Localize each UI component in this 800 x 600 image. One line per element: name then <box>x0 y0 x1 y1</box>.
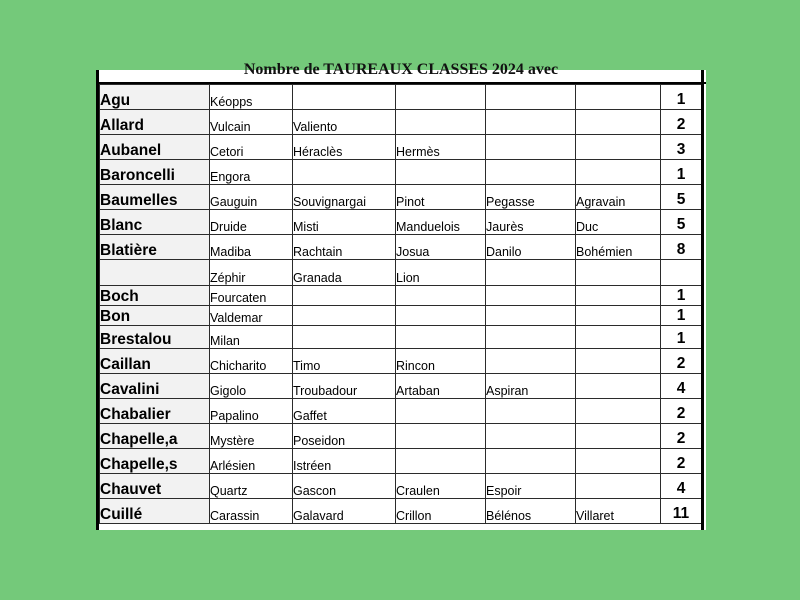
bull-name-cell[interactable]: Crillon <box>396 499 486 524</box>
table-row <box>100 260 702 286</box>
bull-name-cell[interactable]: Villaret <box>576 499 661 524</box>
bull-name-cell[interactable]: Espoir <box>486 474 576 499</box>
breeder-name-cell[interactable]: Boch <box>100 286 210 306</box>
breeder-name-cell[interactable]: Agu <box>100 85 210 110</box>
bull-name-cell[interactable] <box>396 286 486 306</box>
bull-name-cell[interactable] <box>576 110 661 135</box>
count-cell[interactable] <box>661 260 702 286</box>
bull-name-cell[interactable]: Danilo <box>486 235 576 260</box>
bull-name-cell[interactable]: Pegasse <box>486 185 576 210</box>
breeder-name-cell[interactable]: Chauvet <box>100 474 210 499</box>
bull-name-cell[interactable]: Gascon <box>293 474 396 499</box>
count-cell[interactable]: 1 <box>661 306 702 326</box>
bull-name-cell[interactable]: Quartz <box>210 474 293 499</box>
bull-name-cell[interactable]: Pinot <box>396 185 486 210</box>
table-row <box>100 349 702 374</box>
table-row <box>100 424 702 449</box>
count-cell[interactable]: 2 <box>661 399 702 424</box>
bull-name-cell[interactable] <box>486 160 576 185</box>
bull-name-cell[interactable] <box>576 286 661 306</box>
count-cell[interactable]: 4 <box>661 474 702 499</box>
bull-name-cell[interactable]: Rincon <box>396 349 486 374</box>
bull-name-cell[interactable]: Gauguin <box>210 185 293 210</box>
bull-name-cell[interactable] <box>576 160 661 185</box>
count-cell[interactable]: 2 <box>661 424 702 449</box>
count-cell[interactable]: 11 <box>661 499 702 524</box>
bull-name-cell[interactable] <box>486 349 576 374</box>
bull-name-cell[interactable]: Héraclès <box>293 135 396 160</box>
bull-name-cell[interactable]: Zéphir <box>210 260 293 286</box>
bull-name-cell[interactable]: Engora <box>210 160 293 185</box>
bull-name-cell[interactable]: Craulen <box>396 474 486 499</box>
bull-name-cell[interactable]: Granada <box>293 260 396 286</box>
breeder-name-cell[interactable]: Chapelle,s <box>100 449 210 474</box>
bull-name-cell[interactable]: Cetori <box>210 135 293 160</box>
bull-name-cell[interactable] <box>576 349 661 374</box>
bull-name-cell[interactable] <box>486 85 576 110</box>
bull-name-cell[interactable]: Gaffet <box>293 399 396 424</box>
bull-name-cell[interactable]: Mystère <box>210 424 293 449</box>
table-row <box>100 160 702 185</box>
sheet-right-edge <box>701 70 704 530</box>
title-strip <box>96 61 706 83</box>
bull-name-cell[interactable]: Istréen <box>293 449 396 474</box>
bull-name-cell[interactable] <box>396 85 486 110</box>
breeder-name-cell[interactable]: Baumelles <box>100 185 210 210</box>
bull-name-cell[interactable]: Jaurès <box>486 210 576 235</box>
bull-name-cell[interactable]: Kéopps <box>210 85 293 110</box>
table-row <box>100 85 702 110</box>
bull-name-cell[interactable]: Agravain <box>576 185 661 210</box>
count-cell[interactable]: 1 <box>661 326 702 349</box>
bull-name-cell[interactable]: Troubadour <box>293 374 396 399</box>
bull-name-cell[interactable] <box>486 399 576 424</box>
breeder-name-cell[interactable]: Aubanel <box>100 135 210 160</box>
bull-name-cell[interactable]: Hermès <box>396 135 486 160</box>
bull-name-cell[interactable] <box>576 374 661 399</box>
bull-name-cell[interactable]: Valiento <box>293 110 396 135</box>
bull-name-cell[interactable]: Arlésien <box>210 449 293 474</box>
bull-name-cell[interactable]: Aspiran <box>486 374 576 399</box>
bull-name-cell[interactable] <box>576 260 661 286</box>
table-row <box>100 135 702 160</box>
bull-name-cell[interactable] <box>293 326 396 349</box>
bull-name-cell[interactable]: Manduelois <box>396 210 486 235</box>
table-row <box>100 110 702 135</box>
table-row <box>100 499 702 524</box>
breeder-name-cell[interactable]: Brestalou <box>100 326 210 349</box>
bull-name-cell[interactable]: Papalino <box>210 399 293 424</box>
bull-name-cell[interactable]: Misti <box>293 210 396 235</box>
bull-name-cell[interactable]: Duc <box>576 210 661 235</box>
bull-name-cell[interactable] <box>576 135 661 160</box>
breeder-name-cell[interactable]: Chapelle,a <box>100 424 210 449</box>
breeder-name-cell[interactable]: Blatière <box>100 235 210 260</box>
bull-name-cell[interactable]: Josua <box>396 235 486 260</box>
bull-name-cell[interactable]: Lion <box>396 260 486 286</box>
bull-name-cell[interactable]: Vulcain <box>210 110 293 135</box>
table-row <box>100 449 702 474</box>
bull-name-cell[interactable]: Fourcaten <box>210 286 293 306</box>
breeder-name-cell[interactable]: Chabalier <box>100 399 210 424</box>
spreadsheet <box>96 61 706 530</box>
bull-name-cell[interactable] <box>486 424 576 449</box>
bull-name-cell[interactable] <box>576 85 661 110</box>
breeder-name-cell[interactable]: Baroncelli <box>100 160 210 185</box>
table-row <box>100 306 702 326</box>
bull-name-cell[interactable] <box>576 474 661 499</box>
breeder-name-cell[interactable]: Allard <box>100 110 210 135</box>
bull-name-cell[interactable] <box>396 424 486 449</box>
bull-name-cell[interactable]: Rachtain <box>293 235 396 260</box>
table-row <box>100 185 702 210</box>
bull-name-cell[interactable]: Timo <box>293 349 396 374</box>
bull-name-cell[interactable] <box>576 424 661 449</box>
bull-name-cell[interactable] <box>576 326 661 349</box>
count-cell[interactable]: 3 <box>661 135 702 160</box>
bull-name-cell[interactable] <box>396 326 486 349</box>
table-row <box>100 286 702 306</box>
breeder-name-cell[interactable]: Blanc <box>100 210 210 235</box>
count-cell[interactable]: 5 <box>661 210 702 235</box>
bull-name-cell[interactable] <box>396 160 486 185</box>
bull-name-cell[interactable]: Bohémien <box>576 235 661 260</box>
count-cell[interactable]: 8 <box>661 235 702 260</box>
bull-name-cell[interactable] <box>486 135 576 160</box>
breeder-name-cell[interactable]: Cuillé <box>100 499 210 524</box>
bull-name-cell[interactable] <box>396 110 486 135</box>
bull-name-cell[interactable] <box>576 399 661 424</box>
bull-name-cell[interactable]: Souvignargai <box>293 185 396 210</box>
sheet-left-edge <box>96 70 99 530</box>
bull-name-cell[interactable] <box>396 449 486 474</box>
count-cell[interactable]: 4 <box>661 374 702 399</box>
bull-name-cell[interactable] <box>576 449 661 474</box>
bull-name-cell[interactable]: Madiba <box>210 235 293 260</box>
bull-name-cell[interactable] <box>293 286 396 306</box>
sheet-title: Nombre de TAUREAUX CLASSES 2024 avec <box>243 61 559 78</box>
count-cell[interactable]: 1 <box>661 160 702 185</box>
table-row <box>100 374 702 399</box>
breeder-name-cell[interactable] <box>100 260 210 286</box>
bull-name-cell[interactable] <box>486 306 576 326</box>
breeder-name-cell[interactable]: Caillan <box>100 349 210 374</box>
count-cell[interactable]: 2 <box>661 110 702 135</box>
bull-name-cell[interactable] <box>486 326 576 349</box>
bull-name-cell[interactable]: Bélénos <box>486 499 576 524</box>
bull-name-cell[interactable] <box>486 449 576 474</box>
bull-name-cell[interactable] <box>293 160 396 185</box>
table-row <box>100 235 702 260</box>
bull-name-cell[interactable] <box>396 306 486 326</box>
bull-name-cell[interactable] <box>293 85 396 110</box>
bull-name-cell[interactable]: Milan <box>210 326 293 349</box>
breeder-name-cell[interactable]: Cavalini <box>100 374 210 399</box>
bull-name-cell[interactable] <box>486 260 576 286</box>
count-cell[interactable]: 1 <box>661 286 702 306</box>
bull-name-cell[interactable]: Poseidon <box>293 424 396 449</box>
bull-name-cell[interactable] <box>576 306 661 326</box>
bull-name-cell[interactable] <box>486 286 576 306</box>
bull-name-cell[interactable]: Chicharito <box>210 349 293 374</box>
breeder-name-cell[interactable]: Bon <box>100 306 210 326</box>
count-cell[interactable]: 2 <box>661 449 702 474</box>
bull-name-cell[interactable]: Gigolo <box>210 374 293 399</box>
count-cell[interactable]: 2 <box>661 349 702 374</box>
breeders-table <box>99 84 702 524</box>
count-cell[interactable]: 1 <box>661 85 702 110</box>
bull-name-cell[interactable] <box>396 399 486 424</box>
table-row <box>100 399 702 424</box>
bull-name-cell[interactable]: Artaban <box>396 374 486 399</box>
bull-name-cell[interactable] <box>293 306 396 326</box>
bull-name-cell[interactable]: Carassin <box>210 499 293 524</box>
bull-name-cell[interactable] <box>486 110 576 135</box>
table-row <box>100 210 702 235</box>
table-row <box>100 326 702 349</box>
table-row <box>100 474 702 499</box>
count-cell[interactable]: 5 <box>661 185 702 210</box>
bull-name-cell[interactable]: Valdemar <box>210 306 293 326</box>
bull-name-cell[interactable]: Druide <box>210 210 293 235</box>
bull-name-cell[interactable]: Galavard <box>293 499 396 524</box>
